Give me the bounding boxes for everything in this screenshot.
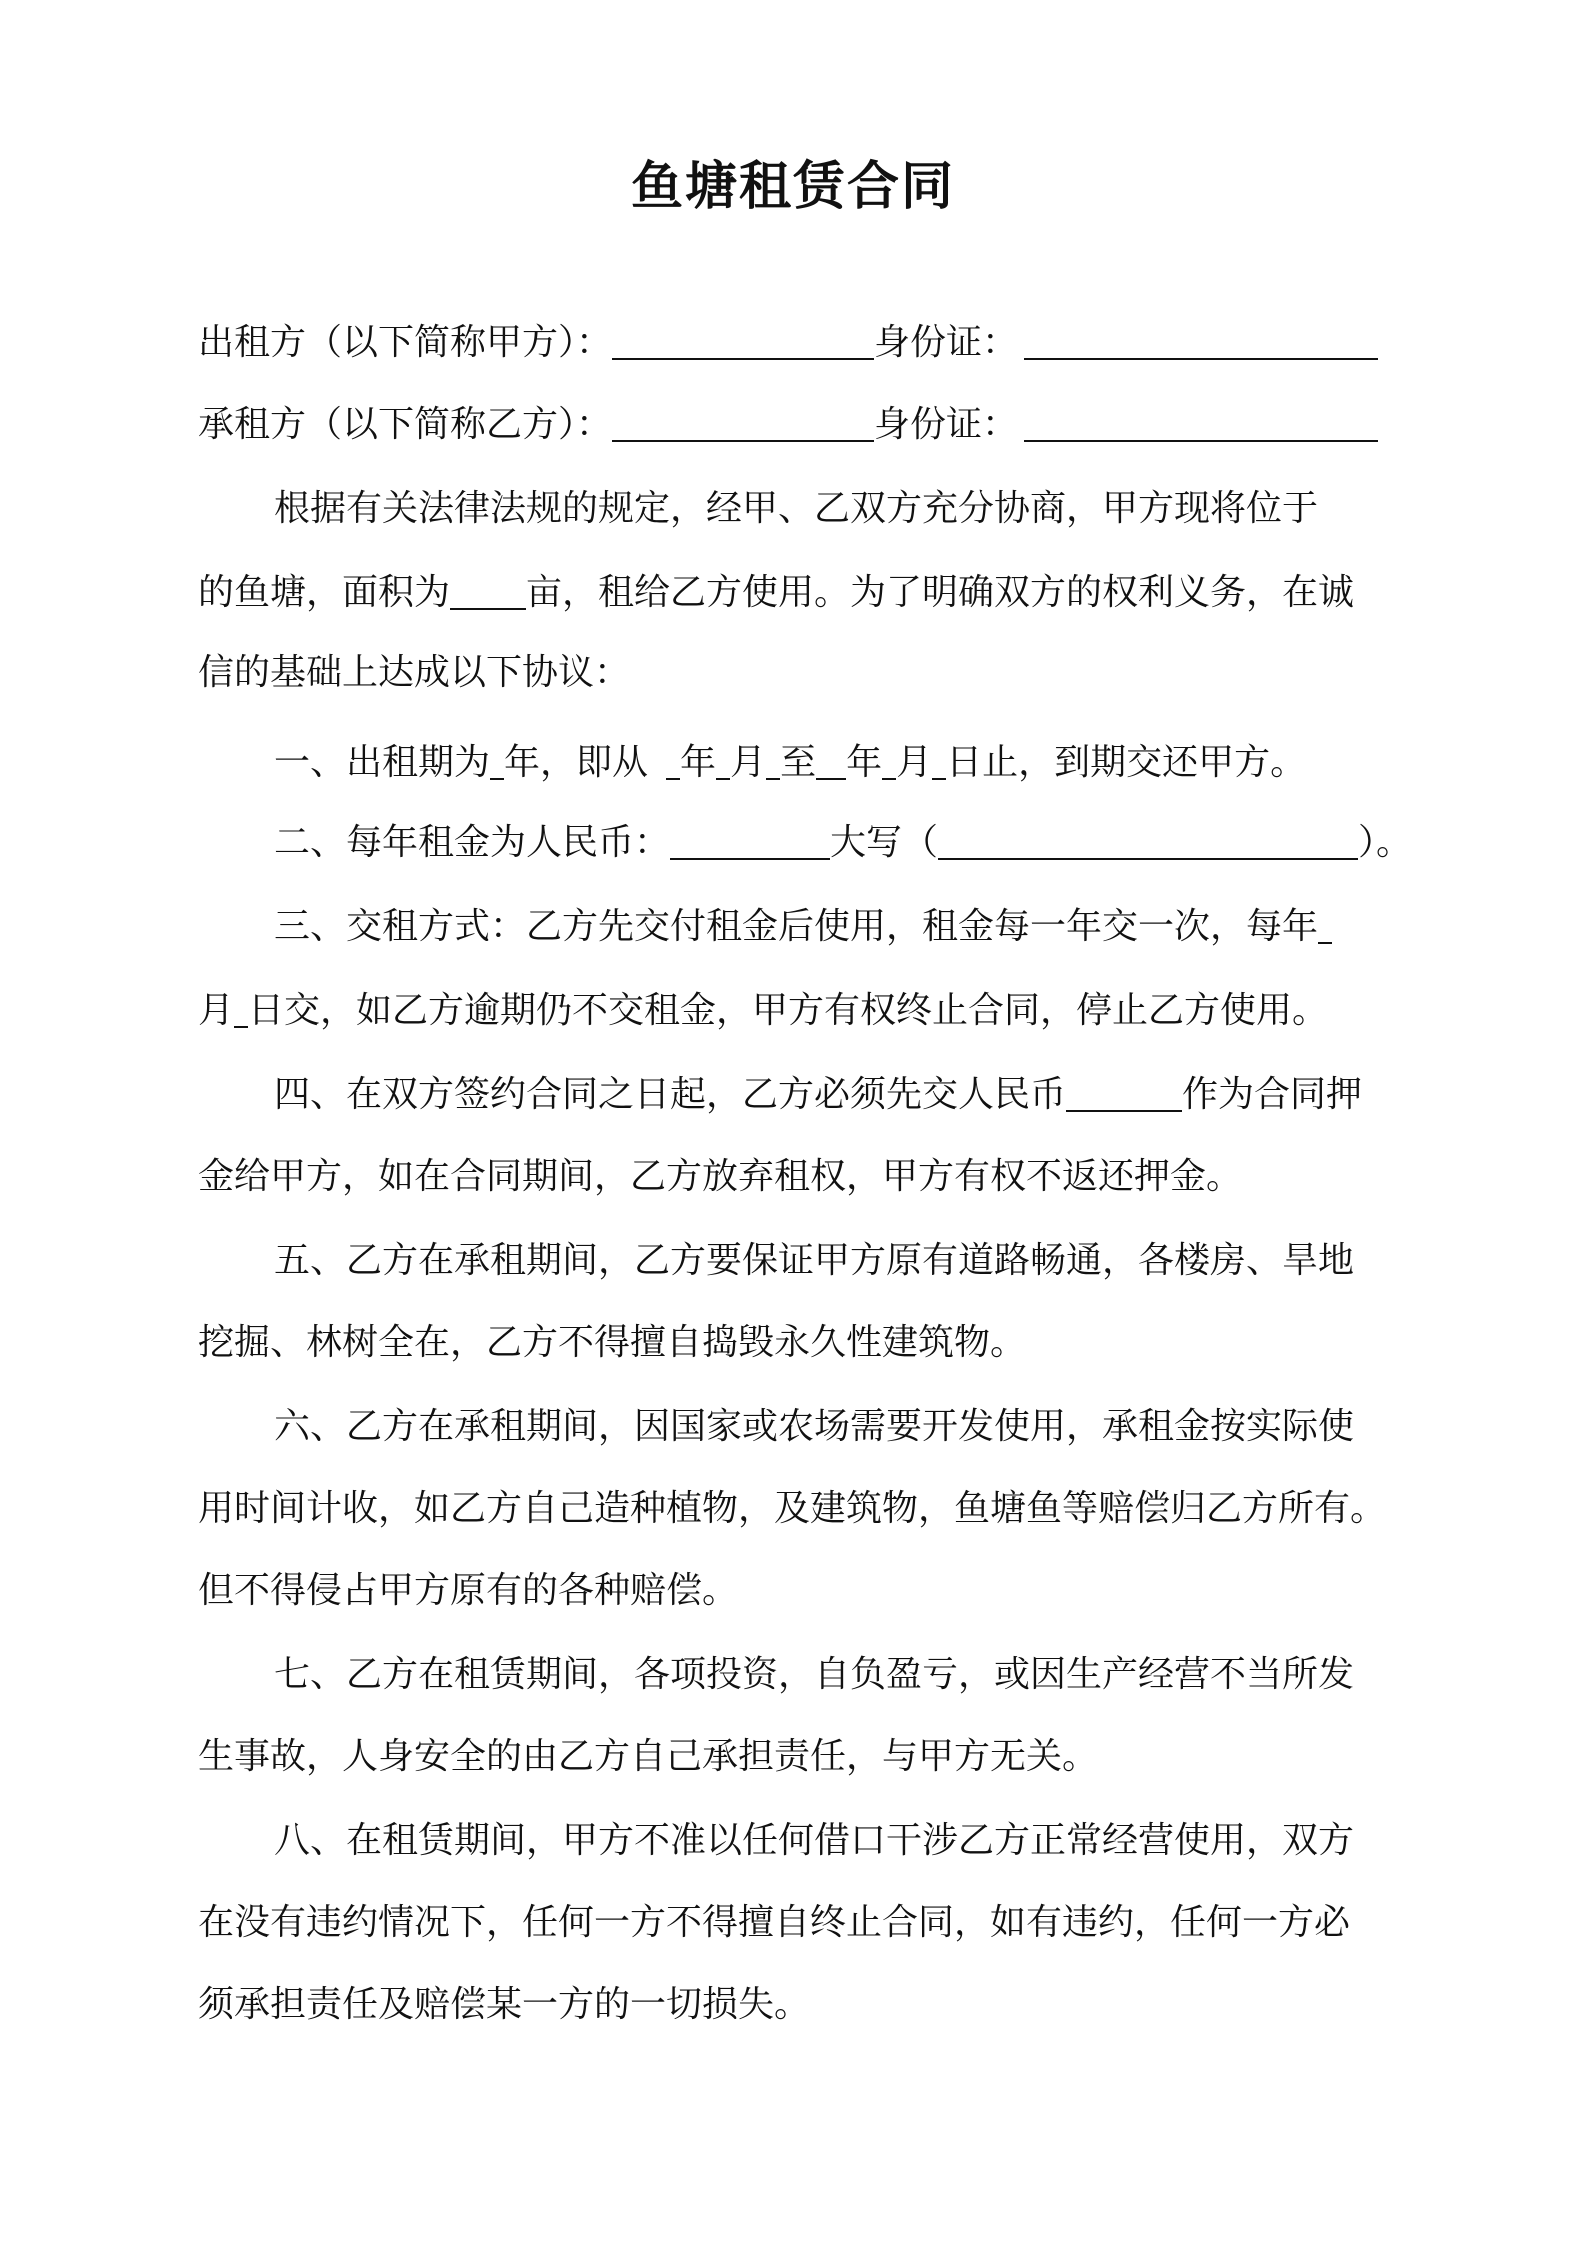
start-month-blank [716,738,730,780]
clause-1-a: 一、出租期为 [274,742,491,783]
clause-3-month: 月 [198,990,235,1031]
lessor-line [198,318,1398,368]
lessee-name-blank [612,400,874,442]
lessor-id-label: 身份证： [874,322,1019,363]
clause-4-a: 四、在双方签约合同之日起，乙方必须先交人民币 [274,1074,1067,1115]
clause-1-month2: 月 [896,742,933,783]
clause-7-line-2: 生事故，人身安全的由乙方自己承担责任，与甲方无关。 [198,1736,1099,1777]
clause-1-to: 至 [780,742,817,783]
lessor-id-blank [1024,318,1378,360]
lessee-label: 承租方（以下简称乙方）： [198,404,613,445]
rent-uppercase-blank [938,818,1358,860]
end-month-blank [882,738,896,780]
start-day-blank [766,738,780,780]
clause-2-b: 大写（ [830,822,939,863]
start-year-blank [666,738,680,780]
lessee-line [198,400,1398,450]
clause-6-line-3: 但不得侵占甲方原有的各种赔偿。 [198,1570,739,1611]
lessor-name-blank [612,318,874,360]
clause-2-c: ）。 [1358,822,1413,863]
lessor-label: 出租方（以下简称甲方）： [198,322,613,363]
term-years-blank [490,738,504,780]
rent-amount-blank [670,818,830,860]
clause-3-b: 日交，如乙方逾期仍不交租金，甲方有权终止合同，停止乙方使用。 [248,990,1329,1031]
clause-4-line-2: 金给甲方，如在合同期间，乙方放弃租权，甲方有权不返还押金。 [198,1156,1243,1197]
clause-7-line-1: 七、乙方在租赁期间，各项投资，自负盈亏，或因生产经营不当所发 [274,1654,1355,1695]
lessee-id-label: 身份证： [874,404,1019,445]
clause-4-line-1 [198,1070,1474,1120]
clause-5-line-1: 五、乙方在承租期间，乙方要保证甲方原有道路畅通，各楼房、旱地 [274,1240,1355,1281]
clause-1-year: 年 [680,742,717,783]
area-blank [450,568,526,610]
clause-1-b: 年，即从 [504,742,649,783]
clause-4-b: 作为合同押 [1182,1074,1363,1115]
intro-line-1: 根据有关法律法规的规定，经甲、乙双方充分协商，甲方现将位于 [274,488,1319,529]
clause-1 [198,738,1474,788]
end-day-blank [932,738,946,780]
document-title: 鱼塘租赁合同 [630,157,955,217]
intro-line-3: 信的基础上达成以下协议： [198,652,631,693]
clause-8-line-1: 八、在租赁期间，甲方不准以任何借口干涉乙方正常经营使用，双方 [274,1820,1355,1861]
lessee-id-blank [1024,400,1378,442]
clause-6-line-2: 用时间计收，如乙方自己造种植物，及建筑物，鱼塘鱼等赔偿归乙方所有。 [198,1488,1387,1529]
deposit-blank [1066,1070,1182,1112]
clause-3-line-2 [198,986,1398,1036]
clause-1-month: 月 [730,742,767,783]
intro-2a: 的鱼塘，面积为 [198,572,451,613]
clause-3-line-1 [198,902,1474,952]
clause-1-end: 日止，到期交还甲方。 [946,742,1307,783]
clause-5-line-2: 挖掘、林树全在，乙方不得擅自捣毁永久性建筑物。 [198,1322,1027,1363]
clause-8-line-2: 在没有违约情况下，任何一方不得擅自终止合同，如有违约，任何一方必 [198,1902,1351,1943]
end-year-blank [816,738,846,780]
clause-6-line-1: 六、乙方在承租期间，因国家或农场需要开发使用，承租金按实际使 [274,1406,1355,1447]
clause-8-line-3: 须承担责任及赔偿某一方的一切损失。 [198,1984,811,2025]
intro-line-2 [198,568,1398,618]
pay-month-blank [1318,902,1332,944]
intro-2b: 亩，租给乙方使用。为了明确双方的权利义务，在诚 [526,572,1355,613]
clause-2-a: 二、每年租金为人民币： [274,822,671,863]
clause-2 [198,818,1474,868]
clause-1-year2: 年 [846,742,883,783]
clause-3-a: 三、交租方式：乙方先交付租金后使用，租金每一年交一次，每年 [274,906,1319,947]
pay-day-blank [234,986,248,1028]
